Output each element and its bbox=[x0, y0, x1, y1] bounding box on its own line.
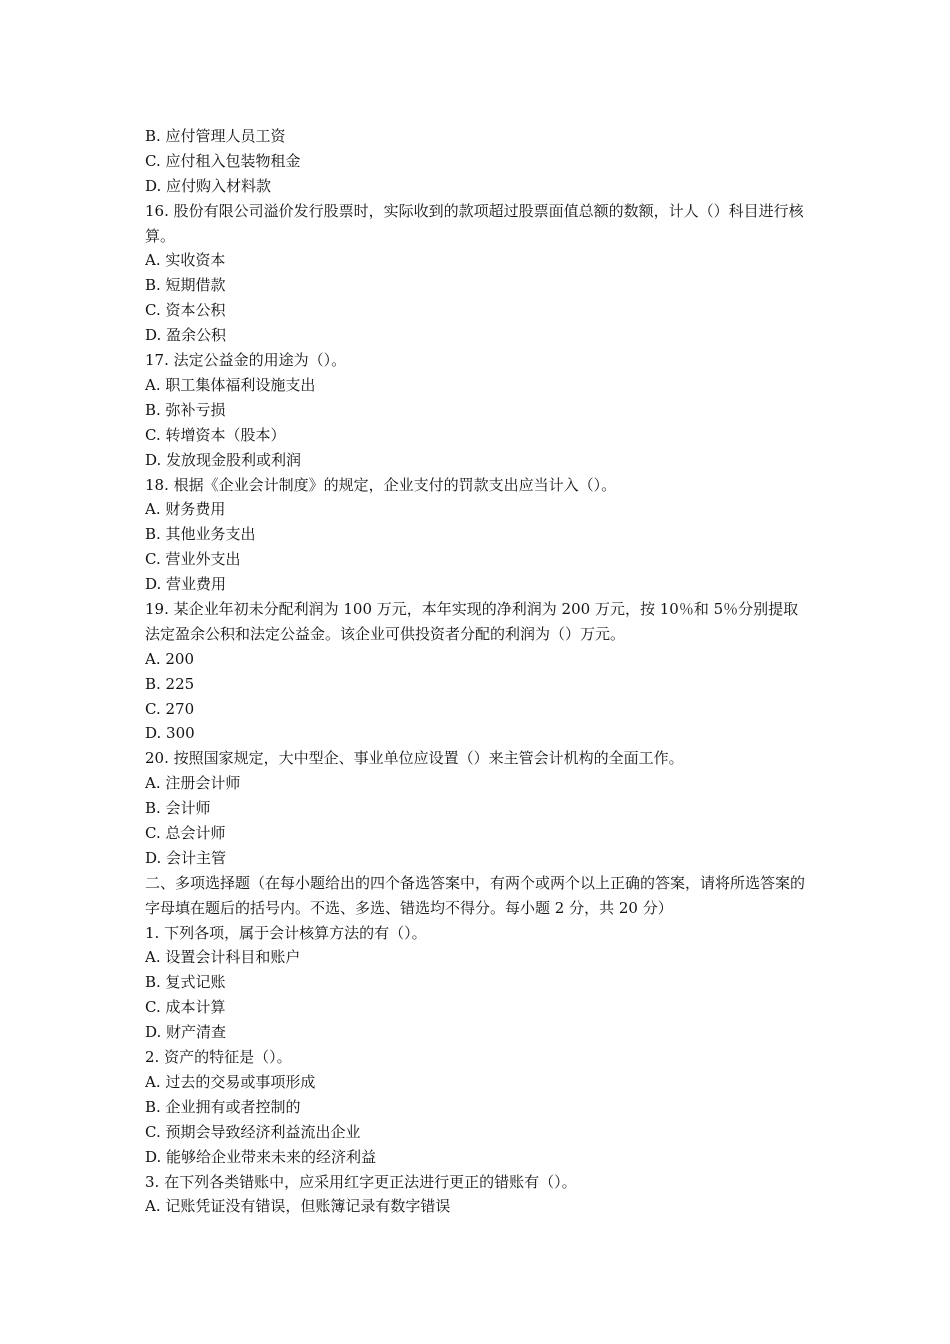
option-line: D. 财产清查 bbox=[145, 1023, 227, 1042]
option-line: A. 过去的交易或事项形成 bbox=[145, 1072, 316, 1091]
document-body bbox=[145, 124, 813, 1219]
option-line: C. 营业外支出 bbox=[145, 550, 241, 569]
option-line: A. 注册会计师 bbox=[145, 774, 241, 793]
question-18: 18. 根据《企业会计制度》的规定，企业支付的罚款支出应当计入（）。 bbox=[145, 475, 617, 494]
question-16: 16. 股份有限公司溢价发行股票时，实际收到的款项超过股票面值总额的数额，计人（）科目进行核算。 bbox=[145, 201, 804, 245]
option-line: A. 设置会计科目和账户 bbox=[145, 948, 301, 967]
option-line: A. 实收资本 bbox=[145, 251, 226, 270]
option-line: B. 会计师 bbox=[145, 799, 211, 818]
option-line: B. 复式记账 bbox=[145, 973, 226, 992]
question-20: 20. 按照国家规定，大中型企、事业单位应设置（）来主管会计机构的全面工作。 bbox=[145, 749, 684, 768]
option-line: B. 应付管理人员工资 bbox=[145, 127, 286, 145]
option-line: A. 职工集体福利设施支出 bbox=[145, 375, 316, 394]
option-line: B. 225 bbox=[145, 674, 195, 693]
option-line: A. 记账凭证没有错误，但账簿记录有数字错误 bbox=[145, 1197, 451, 1216]
question-3: 3. 在下列各类错账中，应采用红字更正法进行更正的错账有（）。 bbox=[145, 1172, 577, 1191]
option-line: A. 财务费用 bbox=[145, 500, 226, 519]
option-line: D. 营业费用 bbox=[145, 575, 227, 594]
option-line: A. 200 bbox=[145, 649, 194, 668]
question-17: 17. 法定公益金的用途为（）。 bbox=[145, 351, 347, 370]
question-1: 1. 下列各项，属于会计核算方法的有（）。 bbox=[145, 923, 427, 942]
option-line: C. 预期会导致经济利益流出企业 bbox=[145, 1122, 361, 1141]
option-line: C. 270 bbox=[145, 699, 195, 718]
option-line: B. 企业拥有或者控制的 bbox=[145, 1097, 301, 1116]
option-line: C. 转增资本（股本） bbox=[145, 425, 286, 444]
option-line: D. 应付购入材料款 bbox=[145, 176, 272, 195]
question-19: 19. 某企业年初未分配利润为 100 万元，本年实现的净利润为 200 万元，按 10％和 5％分别提取法定盈余公积和法定公益金。该企业可供投资者分配的利润为（）万元。 bbox=[145, 599, 799, 643]
option-line: B. 弥补亏损 bbox=[145, 400, 226, 419]
option-line: B. 短期借款 bbox=[145, 276, 226, 295]
option-line: C. 成本计算 bbox=[145, 998, 226, 1017]
option-line: D. 盈余公积 bbox=[145, 326, 227, 345]
section-heading-multiple-choice: 二、多项选择题（在每小题给出的四个备选答案中，有两个或两个以上正确的答案，请将所选答案的字母填在题后的括号内。不选、多选、错选均不得分。每小题 2 分，共 20 分） bbox=[145, 873, 806, 917]
option-line: D. 300 bbox=[145, 724, 195, 743]
option-line: D. 能够给企业带来未来的经济利益 bbox=[145, 1147, 377, 1166]
option-line: C. 总会计师 bbox=[145, 824, 226, 842]
option-line: C. 应付租入包装物租金 bbox=[145, 151, 301, 170]
question-2: 2. 资产的特征是（）。 bbox=[145, 1048, 292, 1067]
option-line: D. 会计主管 bbox=[145, 848, 227, 867]
option-line: C. 资本公积 bbox=[145, 301, 226, 320]
option-line: B. 其他业务支出 bbox=[145, 525, 256, 544]
option-line: D. 发放现金股利或利润 bbox=[145, 450, 302, 469]
